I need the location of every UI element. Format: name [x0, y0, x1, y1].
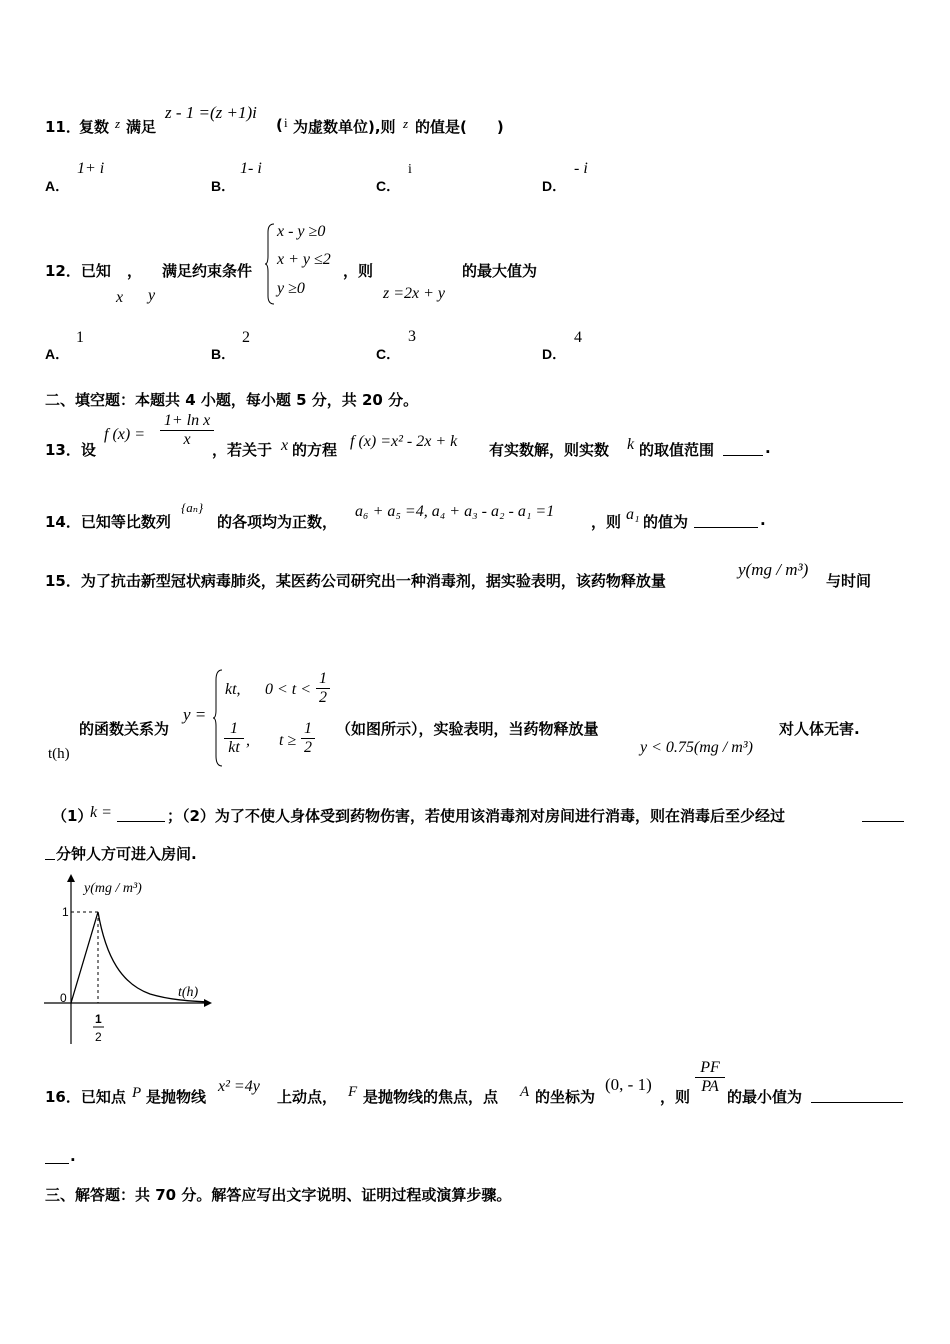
- q12-option-a-value: 1: [76, 329, 84, 346]
- q11-option-b-label: B．: [211, 178, 236, 194]
- q14-answer-blank[interactable]: [694, 527, 758, 528]
- q15-unit-expr: y(mg / m³): [738, 560, 809, 579]
- q15-part2-text: ；（2）为了不使人身体受到药物伤害，若使用该消毒剂对房间进行消毒，则在消毒后至少经过: [167, 807, 785, 825]
- q15-piece2-comma: ,: [246, 732, 250, 749]
- q12-option-c-label: C．: [376, 346, 401, 362]
- q13-answer-blank[interactable]: [723, 455, 763, 456]
- q16-answer-blank-a[interactable]: [811, 1102, 903, 1103]
- q15-y-eq: y =: [183, 705, 207, 724]
- q13-equation: f (x) =x² - 2x + k: [350, 433, 458, 450]
- q11-option-d-value: - i: [574, 160, 588, 177]
- q15-part1-k: k =: [90, 804, 112, 821]
- q16-answer-blank-b[interactable]: [45, 1163, 69, 1164]
- q14-a1: a₁: [626, 506, 640, 523]
- q11-option-c-value: i: [408, 162, 412, 177]
- q15-minutes-blank-a[interactable]: [862, 821, 904, 822]
- q13-number: 13．设: [45, 441, 96, 459]
- q12-system-brace: [264, 222, 276, 306]
- q11-note: 为虚数单位),则: [293, 118, 396, 136]
- graph-y-arrow: [67, 874, 75, 882]
- q12-option-b-label: B．: [211, 346, 236, 362]
- q15-piece1-cond: 0 < t <: [265, 681, 312, 698]
- q15-minutes-blank-b[interactable]: [45, 859, 55, 860]
- q11-option-d-label: D．: [542, 178, 567, 194]
- q11-equation: z - 1 =(z +1)i: [165, 103, 257, 122]
- q11-var-z2: z: [403, 116, 409, 131]
- q11-lead: 复数: [79, 118, 110, 136]
- q16-mid5: ，则: [660, 1088, 691, 1106]
- q15-piece2-frac: [224, 720, 244, 757]
- graph-y-tick-label: 1: [62, 905, 69, 919]
- q13-numerator: 1+ ln x: [160, 412, 214, 431]
- q14-tail: 的值为: [643, 513, 689, 531]
- q16-ratio-num: PF: [695, 1059, 725, 1078]
- q11-tail: 的值是( ): [415, 118, 504, 136]
- graph-x-label: t(h): [178, 985, 199, 1000]
- q14-mid1: 的各项均为正数，: [217, 513, 338, 531]
- q12-then: ，则: [343, 262, 374, 280]
- q11-number: 11．: [45, 118, 81, 136]
- q15-harmless: 对人体无害.: [779, 720, 860, 738]
- q13-mid2: 的方程: [292, 441, 338, 459]
- q12-var-y: y: [148, 287, 156, 304]
- q13-mid1: ，若关于: [212, 441, 273, 459]
- q16-var-f: F: [348, 1084, 358, 1100]
- section-2-heading: 二、填空题：本题共 4 小题，每小题 5 分，共 20 分。: [45, 391, 419, 409]
- q16-var-p: P: [132, 1085, 142, 1101]
- q14-number: 14．已知等比数列: [45, 513, 171, 531]
- q11-option-b-value: 1- i: [240, 160, 262, 177]
- q15-piecewise-brace: [212, 668, 224, 768]
- graph-x-tick-den: 2: [95, 1030, 102, 1044]
- section-3-heading: 三、解答题：共 70 分。解答应写出文字说明、证明过程或演算步骤。: [45, 1186, 512, 1204]
- q16-coordinate: (0, - 1): [605, 1075, 652, 1094]
- q13-fraction: [160, 412, 214, 449]
- q16-mid4: 的坐标为: [535, 1088, 596, 1106]
- q16-number: 16．已知点: [45, 1088, 126, 1106]
- q12-constraint-3: y ≥0: [277, 280, 305, 297]
- q15-piece2-cden: 2: [304, 739, 312, 756]
- q14-end: .: [760, 511, 766, 529]
- q16-tail: 的最小值为: [727, 1088, 803, 1106]
- q15-piece1-expr: kt,: [225, 681, 241, 698]
- q15-line1: 15．为了抗击新型冠状病毒肺炎，某医药公司研究出一种消毒剂，据实验表明，该药物释放量: [45, 572, 666, 590]
- q12-option-c-value: 3: [408, 328, 416, 345]
- q13-var-x: x: [281, 437, 289, 454]
- q12-constraint-2: x + y ≤2: [277, 251, 331, 268]
- q13-var-k: k: [627, 436, 635, 453]
- q16-parabola: x² =4y: [218, 1078, 260, 1095]
- q11-option-a-value: 1+ i: [77, 160, 105, 177]
- q15-piece2-num: 1: [224, 720, 244, 739]
- graph-x-tick-num: 1: [95, 1012, 102, 1026]
- q16-ratio-den: PA: [701, 1078, 719, 1095]
- q12-number: 12．已知: [45, 262, 111, 280]
- q15-relation-label: 的函数关系为: [79, 720, 170, 738]
- q13-end: .: [765, 439, 771, 457]
- q12-option-a-label: A．: [45, 346, 70, 362]
- q15-piece2-cond: t ≥: [279, 732, 297, 749]
- q15-k-answer-blank[interactable]: [117, 821, 165, 822]
- q16-ratio: [695, 1059, 725, 1096]
- q16-var-a: A: [520, 1084, 530, 1100]
- q11-paren: (: [276, 116, 283, 134]
- q12-option-d-value: 4: [574, 329, 582, 346]
- q15-t-unit: t(h): [48, 746, 70, 762]
- q11-option-a-label: A．: [45, 178, 70, 194]
- q12-comma: ，: [127, 262, 143, 280]
- q13-f-lhs: f (x) =: [104, 426, 145, 443]
- q12-tail: 的最大值为: [462, 262, 538, 280]
- q16-mid1: 是抛物线: [146, 1088, 207, 1106]
- q15-piece1-den: 2: [319, 689, 327, 706]
- q15-piece2-den: kt: [228, 739, 240, 756]
- q14-sequence: {aₙ}: [181, 500, 204, 515]
- q12-objective: z =2x + y: [383, 285, 446, 302]
- q15-part2-end: 分钟人方可进入房间.: [56, 845, 197, 863]
- q14-equation: a₆ + a₅ =4, a₄ + a₃ - a₂ - a₁ =1: [355, 503, 555, 520]
- q15-as-shown: （如图所示），实验表明，当药物释放量: [336, 720, 599, 738]
- q11-mid: 满足: [126, 118, 157, 136]
- q13-mid3: 有实数解，则实数: [489, 441, 610, 459]
- q11-var-z: z: [115, 116, 121, 131]
- q15-piece1-frac: [316, 670, 330, 707]
- q12-option-d-label: D．: [542, 346, 567, 362]
- graph-y-label: y(mg / m³): [84, 881, 142, 896]
- q16-mid2: 上动点，: [277, 1088, 338, 1106]
- q15-piece2-cnum: 1: [301, 720, 315, 739]
- graph-x-arrow: [204, 999, 212, 1007]
- q11-option-c-label: C．: [376, 178, 401, 194]
- q15-graph: [40, 870, 220, 1050]
- q15-threshold: y < 0.75(mg / m³): [640, 739, 753, 756]
- q12-option-b-value: 2: [242, 329, 250, 346]
- q16-end: .: [70, 1147, 76, 1165]
- q13-tail: 的取值范围: [639, 441, 715, 459]
- q15-piece1-num: 1: [316, 670, 330, 689]
- q16-mid3: 是抛物线的焦点，点: [363, 1088, 499, 1106]
- q14-mid2: ，则: [591, 513, 622, 531]
- q15-piece2-cond-frac: [301, 720, 315, 757]
- graph-origin-label: 0: [60, 991, 67, 1005]
- q15-part1-label: （1）: [52, 807, 93, 825]
- q13-denominator: x: [183, 431, 191, 448]
- q12-constraint-1: x - y ≥0: [277, 223, 326, 240]
- q12-var-x: x: [116, 289, 124, 306]
- q12-constraint-label: 满足约束条件: [162, 262, 253, 280]
- q11-i-glyph: i: [284, 115, 288, 130]
- q15-line1-tail: 与时间: [826, 572, 872, 590]
